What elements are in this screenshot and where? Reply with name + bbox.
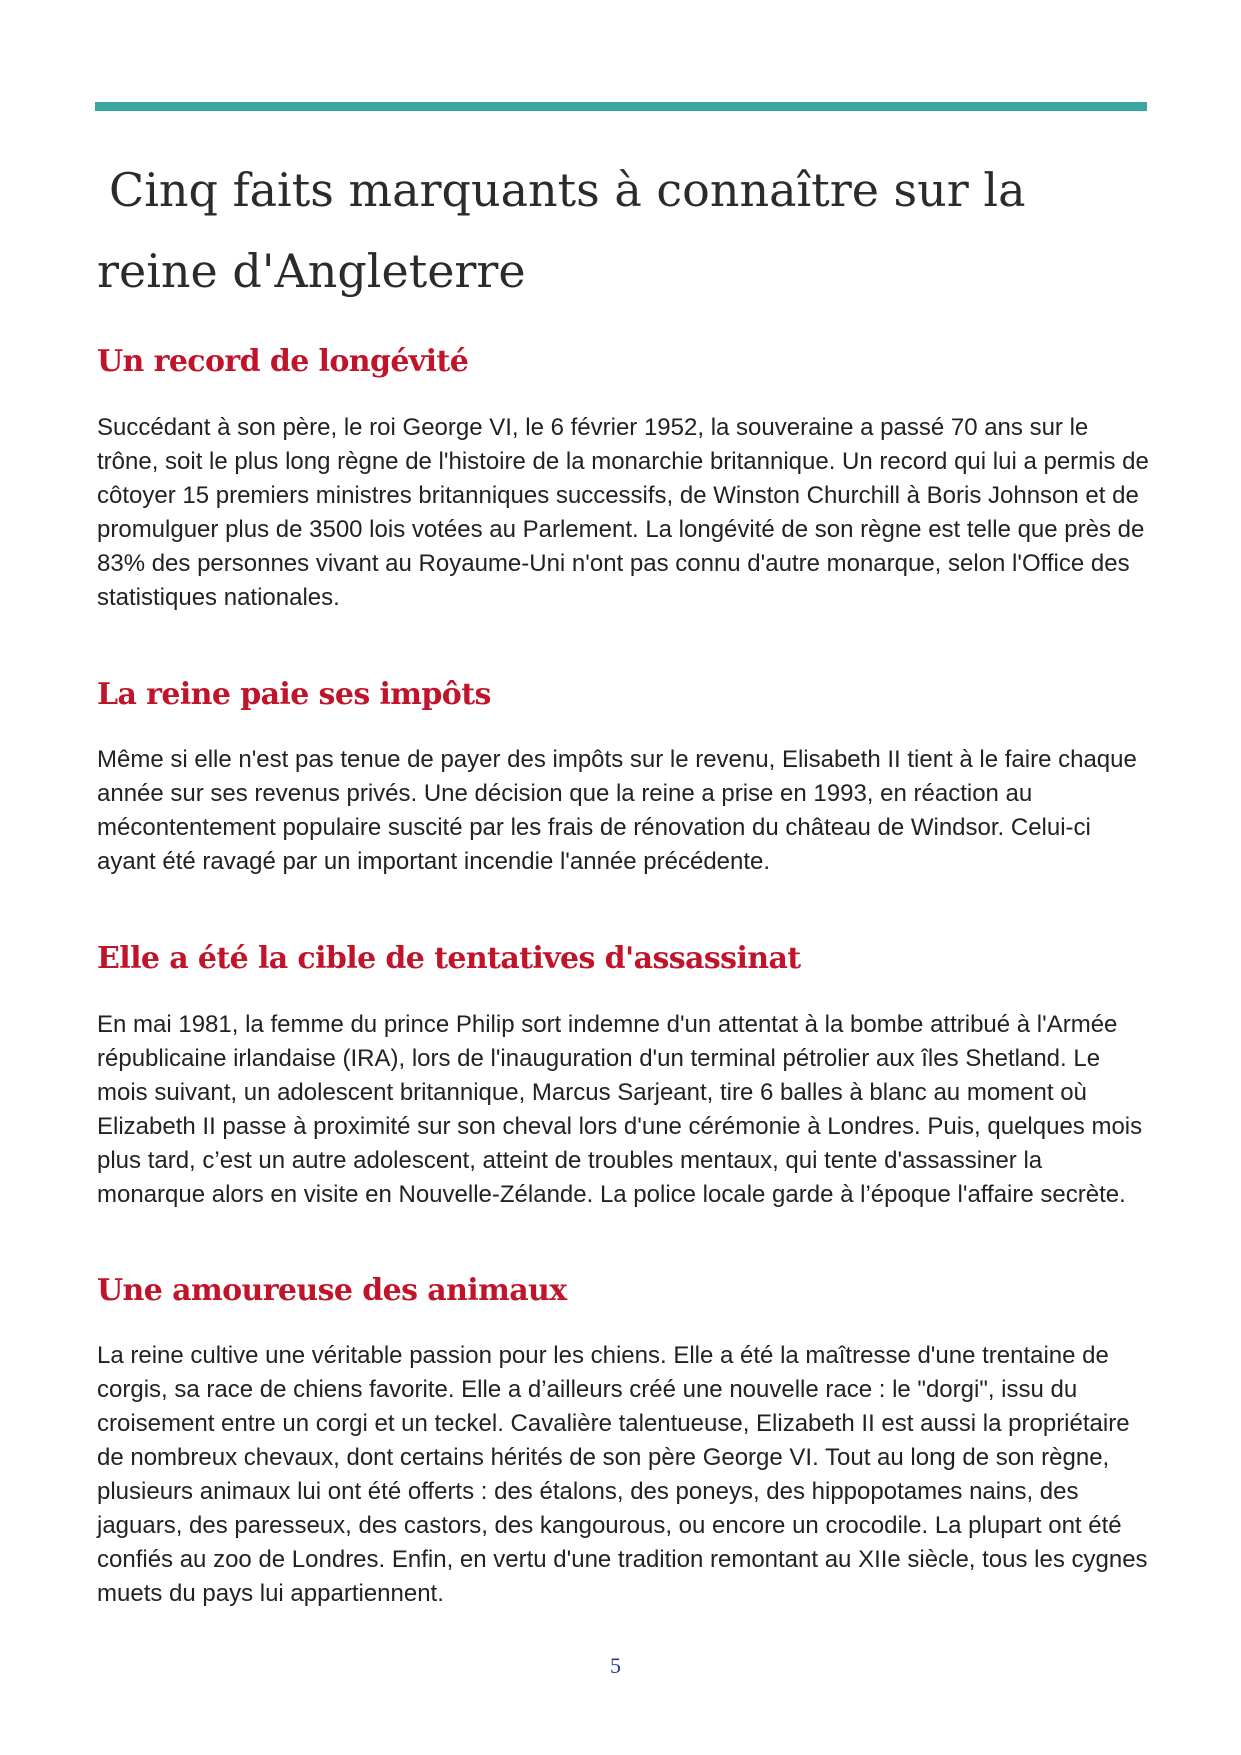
- top-accent-rule: [95, 102, 1147, 111]
- section-body-assassination: En mai 1981, la femme du prince Philip sort indemne d'un attentat à la bombe attribué à l'Armée républicaine irlandaise (IRA), lors de l'inauguration d'un terminal pétrolier aux îles Shetland. Le mois suivant, un adolescent britannique, Marcus Sarjeant, tire 6 balles à blanc au moment où Elizabeth II passe à proximité sur son cheval lors d'une cérémonie à Londres. Puis, quelques mois plus tard, c’est un autre adolescent, atteint de troubles mentaux, qui tente d'assassiner la monarque alors en visite en Nouvelle-Zélande. La police locale garde à l’époque l'affaire secrète.: [97, 1011, 1143, 1208]
- page-number: 5: [610, 1653, 621, 1678]
- page-title: Cinq faits marquants à connaître sur la reine d'Angleterre: [97, 163, 1026, 298]
- section-body-longevity: Succédant à son père, le roi George VI, le 6 février 1952, la souveraine a passé 70 ans sur le trône, soit le plus long règne de l'histoire de la monarchie britannique. Un record qui lui a permis de côtoyer 15 premiers ministres britanniques successifs, de Winston Churchill à Boris Johnson et de promulguer plus de 3500 lois votées au Parlement. La longévité de son règne est telle que près de 83% des personnes vivant au Royaume-Uni n'ont pas connu d'autre monarque, selon l'Office des statistiques nationales.: [97, 414, 1149, 611]
- section-body-taxes: Même si elle n'est pas tenue de payer des impôts sur le revenu, Elisabeth II tient à le faire chaque année sur ses revenus privés. Une décision que la reine a prise en 1993, en réaction au mécontentement populaire suscité par les frais de rénovation du château de Windsor. Celui-ci ayant été ravagé par un important incendie l'année précédente.: [97, 746, 1137, 875]
- section-heading-animals: Une amoureuse des animaux: [97, 1273, 567, 1308]
- section-heading-assassination: Elle a été la cible de tentatives d'assassinat: [97, 941, 801, 976]
- section-body-animals: La reine cultive une véritable passion pour les chiens. Elle a été la maîtresse d'une trentaine de corgis, sa race de chiens favorite. Elle a d’ailleurs créé une nouvelle race : le "dorgi", issu du croisement entre un corgi et un teckel. Cavalière talentueuse, Elizabeth II est aussi la propriétaire de nombreux chevaux, dont certains hérités de son père George VI. Tout au long de son règne, plusieurs animaux lui ont été offerts : des étalons, des poneys, des hippopotames nains, des jaguars, des paresseux, des castors, des kangourous, ou encore un crocodile. La plupart ont été confiés au zoo de Londres. Enfin, en vertu d'une tradition remontant au XIIe siècle, tous les cygnes muets du pays lui appartiennent.: [97, 1342, 1148, 1607]
- section-heading-taxes: La reine paie ses impôts: [97, 677, 491, 712]
- section-heading-longevity: Un record de longévité: [97, 344, 469, 379]
